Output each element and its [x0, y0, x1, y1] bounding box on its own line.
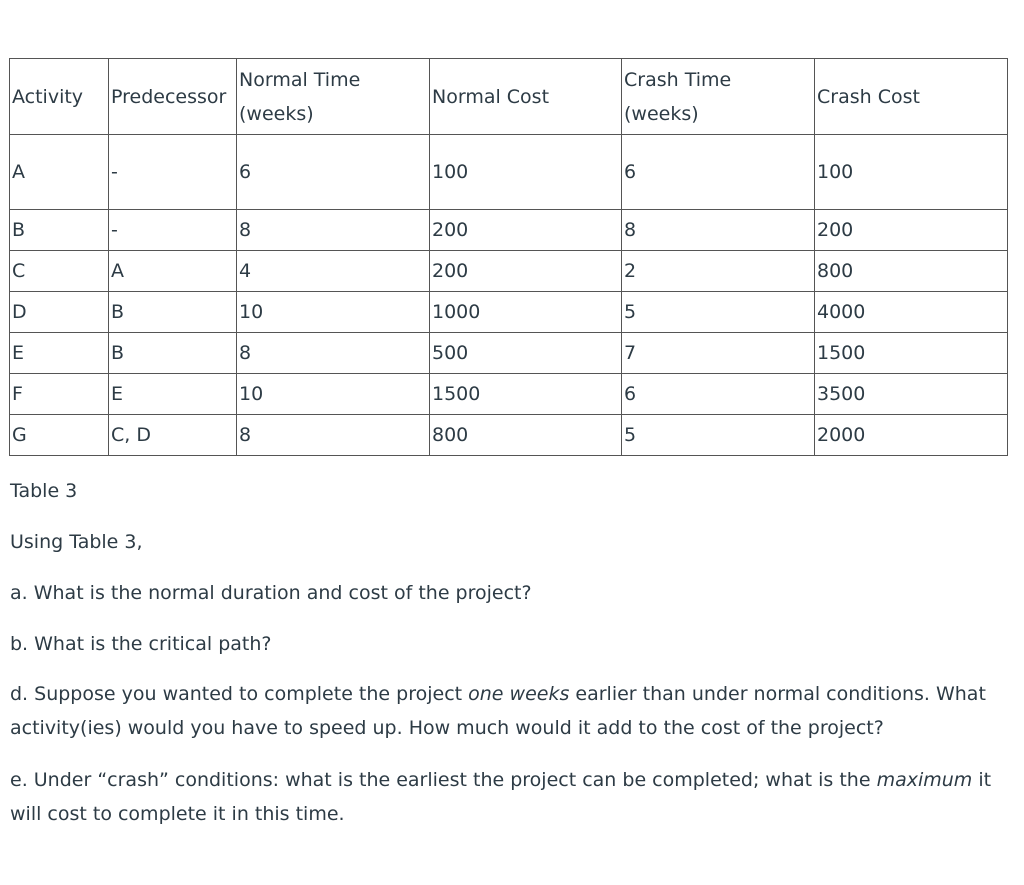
cell-crash-time: 6 [622, 135, 815, 210]
cell-crash-cost: 4000 [815, 292, 1008, 333]
cell-normal-time: 4 [237, 251, 430, 292]
cell-normal-cost: 500 [430, 333, 622, 374]
cell-crash-cost: 100 [815, 135, 1008, 210]
cell-crash-time: 2 [622, 251, 815, 292]
cell-predecessor: E [109, 374, 237, 415]
table-row [10, 333, 1008, 374]
header-normal-time-line2: (weeks) [239, 102, 314, 125]
cell-activity: E [10, 333, 109, 374]
cell-activity: F [10, 374, 109, 415]
cell-activity: G [10, 415, 109, 456]
header-activity: Activity [10, 59, 109, 135]
intro-text: Using Table 3, [10, 531, 143, 553]
cell-crash-cost: 800 [815, 251, 1008, 292]
header-normal-time [237, 59, 430, 135]
cell-normal-cost: 800 [430, 415, 622, 456]
cell-predecessor: A [109, 251, 237, 292]
table-header-row [10, 59, 1008, 135]
header-crash-time-line2: (weeks) [624, 102, 699, 125]
header-crash-time-line1: Crash Time [624, 68, 732, 91]
cell-crash-cost: 200 [815, 210, 1008, 251]
cell-crash-cost: 2000 [815, 415, 1008, 456]
cell-crash-time: 5 [622, 415, 815, 456]
question-e-text-end: it will cost to complete it in this time. [10, 769, 992, 825]
cell-predecessor: C, D [109, 415, 237, 456]
cell-crash-time: 7 [622, 333, 815, 374]
question-d-text-start: d. Suppose you wanted to complete the project [10, 683, 469, 705]
cell-normal-time: 6 [237, 135, 430, 210]
question-d-text-end: earlier than under normal conditions. What activity(ies) would you have to speed up. How much would it add to the cost of the project? [10, 683, 986, 739]
cell-normal-cost: 100 [430, 135, 622, 210]
cell-predecessor: B [109, 333, 237, 374]
question-b: b. What is the critical path? [10, 633, 272, 655]
cell-crash-cost: 3500 [815, 374, 1008, 415]
table-row [10, 210, 1008, 251]
cell-normal-time: 8 [237, 210, 430, 251]
header-normal-time-line1: Normal Time [239, 68, 361, 91]
cell-activity: D [10, 292, 109, 333]
cell-predecessor: - [109, 135, 237, 210]
cell-crash-time: 5 [622, 292, 815, 333]
question-e-text-start: e. Under “crash” conditions: what is the earliest the project can be completed; what is the [10, 769, 877, 791]
cell-normal-time: 10 [237, 292, 430, 333]
question-d-emphasis: one weeks [468, 683, 570, 705]
cell-normal-cost: 1000 [430, 292, 622, 333]
table-caption: Table 3 [10, 480, 78, 502]
cell-normal-time: 8 [237, 415, 430, 456]
table-row [10, 374, 1008, 415]
table-row [10, 251, 1008, 292]
table-row [10, 135, 1008, 210]
cell-predecessor: B [109, 292, 237, 333]
header-crash-time [622, 59, 815, 135]
cell-activity: B [10, 210, 109, 251]
cell-activity: C [10, 251, 109, 292]
cell-normal-time: 8 [237, 333, 430, 374]
header-predecessor: Predecessor [109, 59, 237, 135]
cell-normal-time: 10 [237, 374, 430, 415]
cell-normal-cost: 200 [430, 210, 622, 251]
question-e-emphasis: maximum [876, 769, 973, 791]
cell-predecessor: - [109, 210, 237, 251]
cell-normal-cost: 1500 [430, 374, 622, 415]
question-d [10, 677, 1010, 745]
cell-crash-time: 6 [622, 374, 815, 415]
cell-crash-cost: 1500 [815, 333, 1008, 374]
table-row [10, 292, 1008, 333]
cell-activity: A [10, 135, 109, 210]
header-normal-cost: Normal Cost [430, 59, 622, 135]
question-a: a. What is the normal duration and cost of the project? [10, 582, 532, 604]
table-row [10, 415, 1008, 456]
activity-table [9, 58, 1008, 456]
cell-crash-time: 8 [622, 210, 815, 251]
question-e [10, 763, 1010, 831]
header-crash-cost: Crash Cost [815, 59, 1008, 135]
cell-normal-cost: 200 [430, 251, 622, 292]
